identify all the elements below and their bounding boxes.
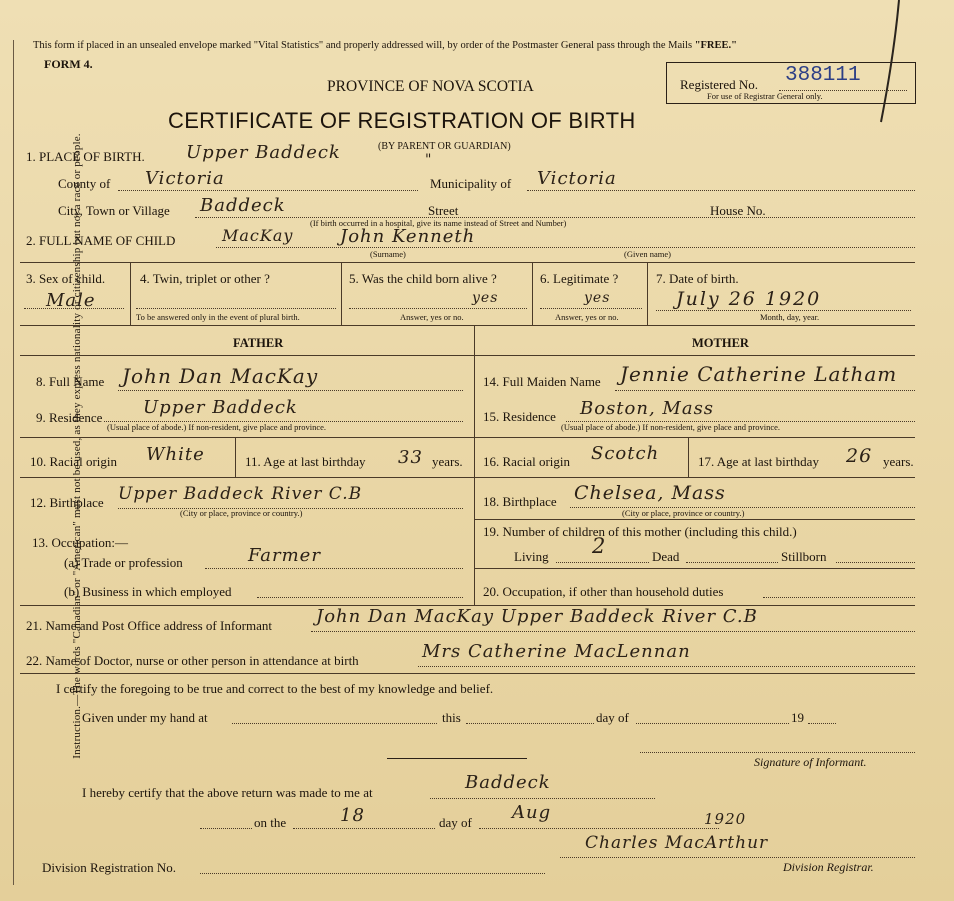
- father-residence-note: (Usual place of abode.) If non-resident, give place and province.: [107, 422, 327, 432]
- return-made-statement: I hereby certify that the above return was made to me at: [82, 785, 373, 800]
- mother-name-value: Jennie Catherine Latham: [620, 362, 898, 386]
- registrar-signature: Charles MacArthur: [585, 833, 769, 853]
- mother-years: years.: [883, 454, 914, 469]
- father-years: years.: [432, 454, 463, 469]
- children-count-label: 19. Number of children of this mother (including this child.): [483, 524, 797, 539]
- mother-birthplace-value: Chelsea, Mass: [574, 482, 726, 504]
- father-race-label: 10. Racial origin: [30, 454, 118, 469]
- municipality-label: Municipality of: [430, 176, 512, 191]
- mother-birthplace-note: (City or place, province or country.): [622, 508, 745, 518]
- mother-race-value: Scotch: [591, 443, 660, 464]
- hospital-note: (If birth occurred in a hospital, give its name instead of Street and Number): [310, 218, 567, 228]
- by-parent-note: (BY PARENT OR GUARDIAN): [378, 141, 511, 152]
- father-race-value: White: [146, 444, 205, 465]
- mother-age-value: 26: [846, 445, 873, 467]
- father-birthplace-value: Upper Baddeck River C.B: [118, 484, 363, 504]
- business-label: (b) Business in which employed: [64, 584, 232, 599]
- house-no-label: House No.: [710, 203, 766, 218]
- mother-race-label: 16. Racial origin: [483, 454, 571, 469]
- registrar-use-note: For use of Registrar General only.: [707, 91, 823, 101]
- on-the-label: on the: [254, 815, 287, 830]
- mother-name-label: 14. Full Maiden Name: [483, 374, 601, 389]
- trade-label: (a) Trade or profession: [64, 555, 183, 570]
- doctor-label: 22. Name of Doctor, nurse or other person in attendance at birth: [26, 653, 359, 668]
- surname-caption: (Surname): [370, 249, 406, 259]
- informant-value: John Dan MacKay Upper Baddeck River C.B: [316, 606, 758, 627]
- father-age-label: 11. Age at last birthday: [245, 454, 366, 469]
- father-age-value: 33: [398, 447, 423, 468]
- informant-label: 21. Name and Post Office address of Informant: [26, 618, 272, 633]
- father-heading: FATHER: [233, 336, 284, 350]
- father-birthplace-note: (City or place, province or country.): [180, 508, 303, 518]
- informant-signature-caption: Signature of Informant.: [754, 755, 867, 769]
- municipality-value: Victoria: [537, 168, 617, 189]
- child-name-label: 2. FULL NAME OF CHILD: [26, 233, 176, 248]
- day-of-label-2: day of: [439, 815, 472, 830]
- registered-label: Registered No.: [680, 77, 758, 92]
- side-instruction: Instruction.—The words "Canadian" or "American" must not be used, as they express nationality or citizenship but not a race or people.: [71, 133, 83, 759]
- dob-value: July 26 1920: [676, 288, 822, 310]
- father-residence-value: Upper Baddeck: [143, 397, 298, 418]
- registration-day-value: 18: [340, 805, 365, 826]
- legitimate-note: Answer, yes or no.: [555, 312, 619, 322]
- street-label: Street: [428, 203, 459, 218]
- mother-birthplace-label: 18. Birthplace: [483, 494, 557, 509]
- stillborn-label: Stillborn: [781, 549, 827, 564]
- year-prefix: 19: [791, 710, 804, 725]
- dead-label: Dead: [652, 549, 680, 564]
- city-label: City, Town or Village: [58, 203, 170, 218]
- child-surname: MacKay: [222, 226, 294, 245]
- father-birthplace-label: 12. Birthplace: [30, 495, 104, 510]
- return-made-at-value: Baddeck: [465, 772, 551, 793]
- pen-stroke-mark: [869, 0, 907, 125]
- division-registration-label: Division Registration No.: [42, 860, 176, 875]
- registered-number: 388111: [785, 64, 861, 87]
- division-registrar-caption: Division Registrar.: [783, 860, 874, 874]
- certificate-title: CERTIFICATE OF REGISTRATION OF BIRTH: [168, 108, 636, 133]
- sex-value: Male: [46, 290, 96, 311]
- mother-residence-label: 15. Residence: [483, 409, 556, 424]
- born-alive-note: Answer, yes or no.: [400, 312, 464, 322]
- free-mark: "FREE.": [694, 40, 737, 51]
- place-of-birth-value: Upper Baddeck: [186, 142, 341, 163]
- county-label: County of: [58, 176, 111, 191]
- mother-occupation-label: 20. Occupation, if other than household duties: [483, 584, 724, 599]
- registration-year-value: 1920: [704, 810, 747, 828]
- child-given-name: John Kenneth: [340, 226, 476, 247]
- mother-residence-note: (Usual place of abode.) If non-resident, give place and province.: [561, 422, 781, 432]
- province-heading: PROVINCE OF NOVA SCOTIA: [327, 78, 534, 95]
- trade-value: Farmer: [248, 545, 321, 566]
- sex-label: 3. Sex of child.: [26, 271, 106, 286]
- doctor-value: Mrs Catherine MacLennan: [422, 641, 691, 662]
- living-label: Living: [514, 549, 549, 564]
- given-under-hand-label: Given under my hand at: [82, 710, 208, 725]
- form-number: FORM 4.: [44, 57, 93, 71]
- father-residence-label: 9. Residence: [36, 410, 103, 425]
- certify-statement: I certify the foregoing to be true and correct to the best of my knowledge and belief.: [56, 681, 494, 696]
- twin-note: To be answered only in the event of plural birth.: [136, 312, 300, 322]
- place-of-birth-label: 1. PLACE OF BIRTH.: [26, 149, 145, 164]
- dob-note: Month, day, year.: [760, 312, 820, 322]
- given-name-caption: (Given name): [624, 249, 671, 259]
- registration-month-value: Aug: [512, 802, 552, 823]
- mother-residence-value: Boston, Mass: [580, 398, 715, 419]
- legitimate-label: 6. Legitimate ?: [540, 271, 619, 286]
- father-occupation-label: 13. Occupation:—: [32, 535, 129, 550]
- mother-heading: MOTHER: [692, 336, 749, 350]
- city-value: Baddeck: [200, 195, 286, 216]
- dob-label: 7. Date of birth.: [656, 271, 739, 286]
- born-alive-value: yes: [472, 290, 499, 306]
- father-name-value: John Dan MacKay: [122, 364, 319, 388]
- county-value: Victoria: [145, 168, 225, 189]
- this-label: this: [442, 710, 461, 725]
- ditto-mark: ": [425, 152, 433, 168]
- envelope-note: This form if placed in an unsealed envelope marked "Vital Statistics" and properly addressed will, by order of the Postmaster General pass through the Mails "FREE.": [33, 40, 737, 51]
- day-of-label: day of: [596, 710, 629, 725]
- mother-age-label: 17. Age at last birthday: [698, 454, 819, 469]
- born-alive-label: 5. Was the child born alive ?: [349, 271, 497, 286]
- twin-label: 4. Twin, triplet or other ?: [140, 271, 270, 286]
- father-name-label: 8. Full Name: [36, 374, 105, 389]
- legitimate-value: yes: [584, 290, 611, 306]
- living-value: 2: [592, 534, 607, 558]
- side-rule: [13, 40, 14, 885]
